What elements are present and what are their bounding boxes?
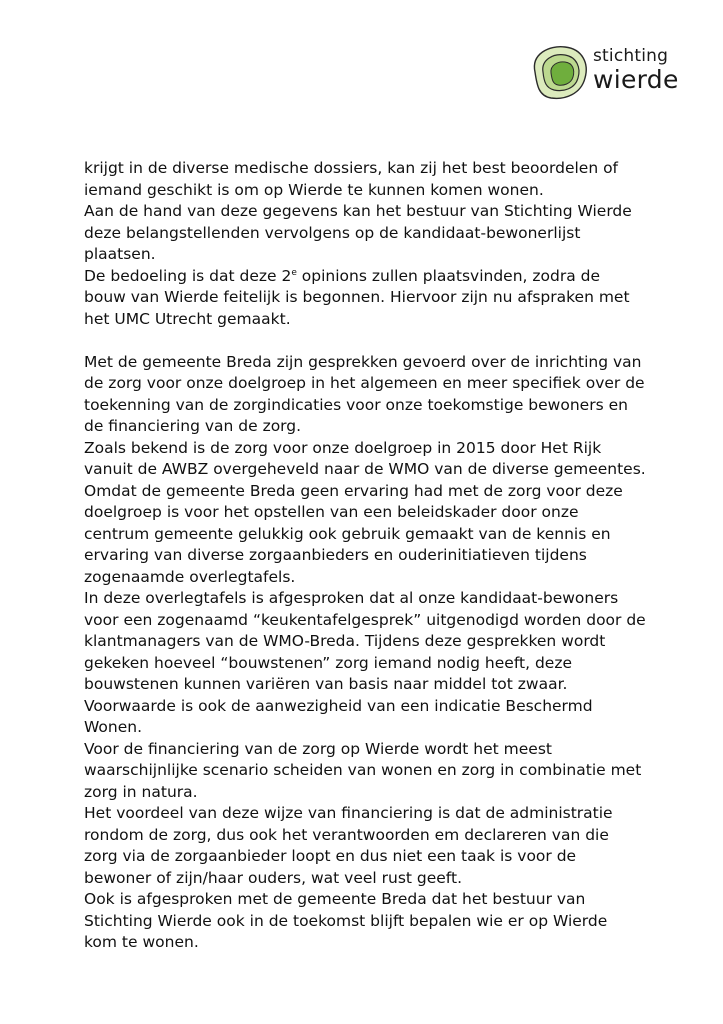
logo-line-wierde: wierde	[593, 65, 679, 94]
text-line: vanuit de AWBZ overgeheveld naar de WMO van de diverse gemeentes.	[84, 460, 646, 478]
text-line: het UMC Utrecht gemaakt.	[84, 309, 291, 328]
superscript-e: e	[291, 267, 297, 278]
text-line: voor een zogenaamd “keukentafelgesprek” uitgenodigd worden door de	[84, 610, 646, 629]
text-line: de financiering van de zorg.	[84, 417, 302, 435]
text-line: zorg via de zorgaanbieder loopt en dus niet een taak is voor de	[84, 847, 577, 865]
stichting-wierde-logo	[527, 42, 697, 102]
text-line: iemand geschikt is om op Wierde te kunnen komen wonen.	[84, 180, 544, 199]
text-line: Stichting Wierde ook in de toekomst blijft bepalen wie er op Wierde	[84, 911, 608, 930]
text-segment: opinions zullen plaatsvinden, zodra de	[296, 266, 601, 285]
paragraph-gap	[84, 330, 644, 352]
document-body	[84, 158, 644, 954]
text-line-second-opinion	[84, 266, 644, 288]
text-line: Omdat de gemeente Breda geen ervaring had met de zorg voor deze	[84, 481, 623, 500]
text-line: bouw van Wierde feitelijk is begonnen. Hiervoor zijn nu afspraken met	[84, 288, 630, 306]
text-line: bouwstenen kunnen variëren van basis naar middel tot zwaar.	[84, 675, 568, 693]
text-line: Wonen.	[84, 718, 143, 736]
text-line: Aan de hand van deze gegevens kan het bestuur van Stichting Wierde	[84, 202, 632, 220]
logo-inner-shape	[551, 62, 574, 85]
text-line: doelgroep is voor het opstellen van een beleidskader door onze	[84, 503, 579, 521]
text-line: Voor de financiering van de zorg op Wierde wordt het meest	[84, 739, 552, 758]
text-line: kom te wonen.	[84, 933, 199, 951]
text-line: Voorwaarde is ook de aanwezigheid van een indicatie Beschermd	[84, 696, 593, 715]
logo-mark-icon	[527, 42, 591, 102]
text-line: de zorg voor onze doelgroep in het algemeen en meer specifiek over de	[84, 374, 645, 392]
text-line: krijgt in de diverse medische dossiers, kan zij het best beoordelen of	[84, 159, 619, 177]
text-line: ervaring van diverse zorgaanbieders en ouderinitiatieven tijdens	[84, 546, 587, 564]
text-line: centrum gemeente gelukkig ook gebruik gemaakt van de kennis en	[84, 524, 611, 543]
logo-line-stichting: stichting	[593, 46, 669, 66]
text-line: waarschijnlijke scenario scheiden van wonen en zorg in combinatie met	[84, 761, 642, 779]
text-line: Ook is afgesproken met de gemeente Breda dat het bestuur van	[84, 890, 586, 908]
text-line: zogenaamde overlegtafels.	[84, 567, 296, 586]
text-line: toekenning van de zorgindicaties voor onze toekomstige bewoners en	[84, 395, 628, 414]
text-line: rondom de zorg, dus ook het verantwoorden em declareren van die	[84, 825, 609, 844]
text-line: bewoner of zijn/haar ouders, wat veel rust geeft.	[84, 868, 462, 887]
text-segment: De bedoeling is dat deze 2	[84, 266, 292, 285]
text-line: gekeken hoeveel “bouwstenen” zorg iemand nodig heeft, deze	[84, 653, 572, 672]
text-line: In deze overlegtafels is afgesproken dat al onze kandidaat-bewoners	[84, 589, 619, 607]
text-line: klantmanagers van de WMO-Breda. Tijdens deze gesprekken wordt	[84, 632, 606, 650]
logo-text	[593, 48, 679, 92]
text-line: deze belangstellenden vervolgens op de kandidaat-bewonerlijst	[84, 223, 581, 242]
text-line: plaatsen.	[84, 245, 156, 263]
text-line: Met de gemeente Breda zijn gesprekken gevoerd over de inrichting van	[84, 352, 642, 371]
text-line: zorg in natura.	[84, 782, 198, 801]
text-line: Zoals bekend is de zorg voor onze doelgroep in 2015 door Het Rijk	[84, 438, 602, 457]
text-line: Het voordeel van deze wijze van financiering is dat de administratie	[84, 804, 613, 822]
